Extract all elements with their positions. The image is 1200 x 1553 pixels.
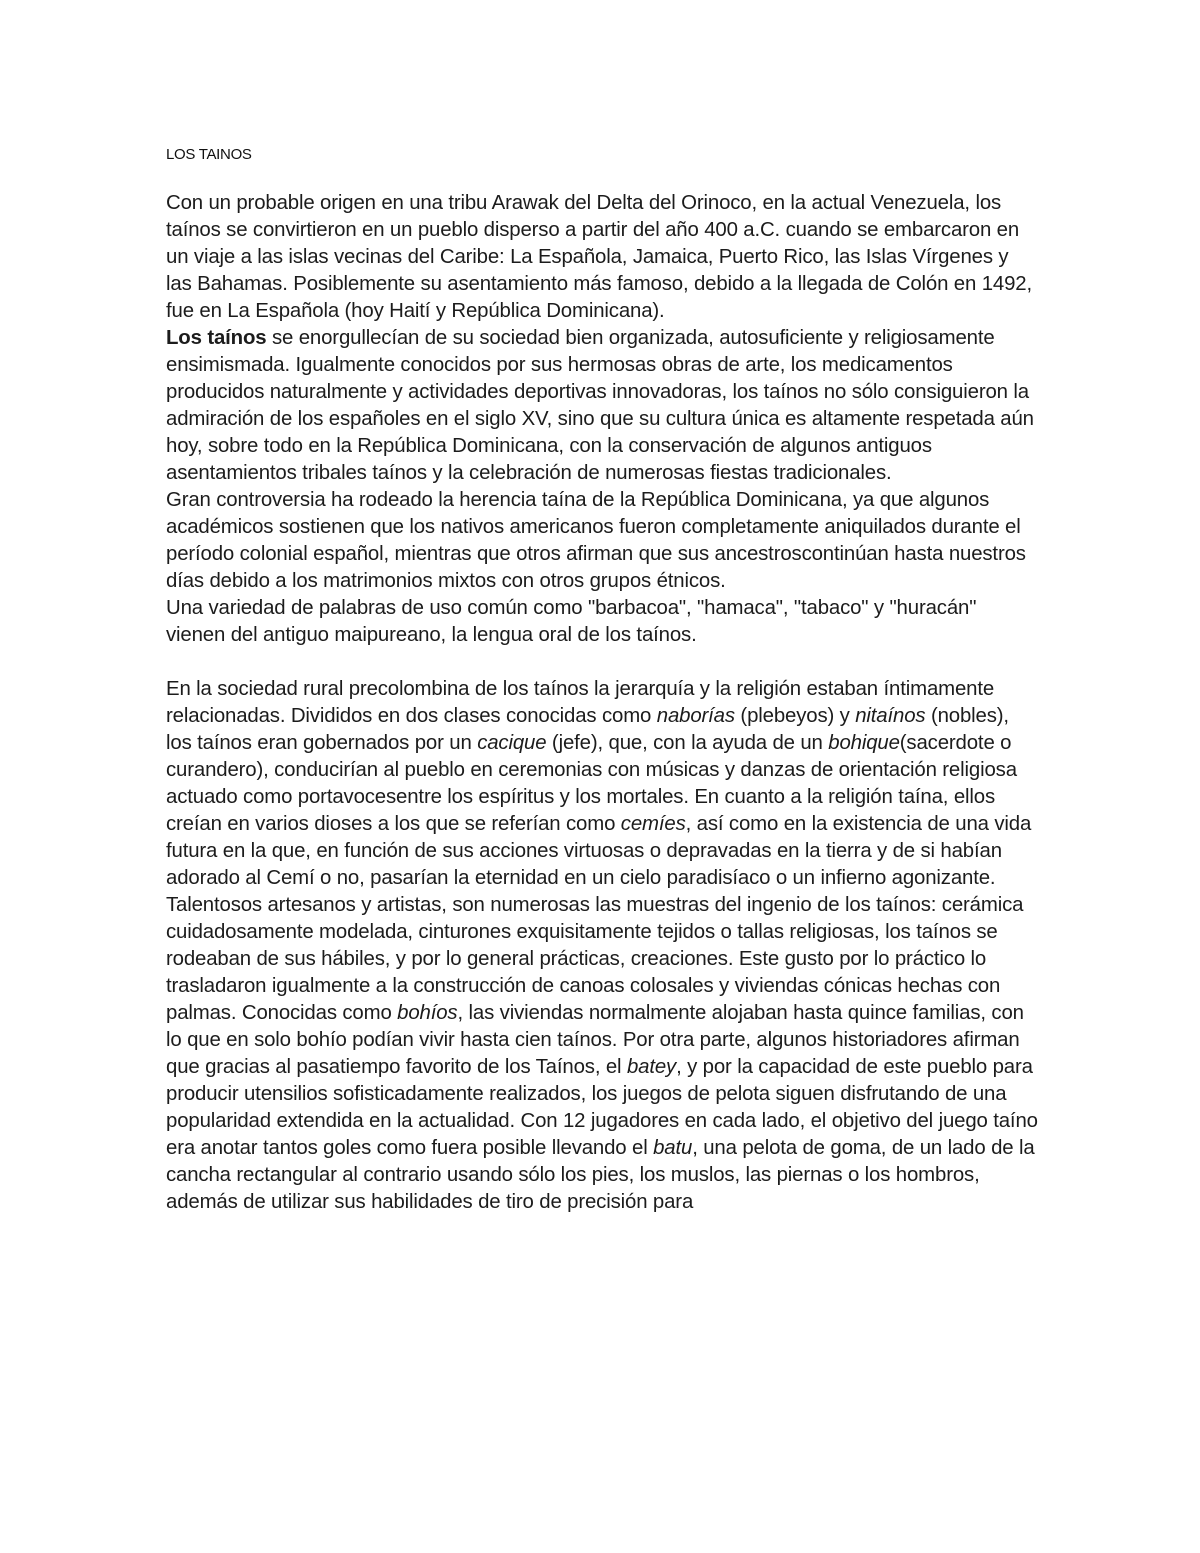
- bold-term: Los taínos: [166, 327, 267, 349]
- paragraph-society-text: se enorgullecían de su sociedad bien organizada, autosuficiente y religiosamente ensimismada. Igualmente conocidos por sus hermosas obras de arte, los medicamentos producidos naturalmente y actividades deportivas innovadoras, los taínos no sólo consiguieron la admiración de los españoles en el siglo XV, sino que su cultura única es altamente respetada aún hoy, sobre todo en la República Dominicana, con la conservación de algunos antiguos asentamientos tribales taínos y la celebración de numerosas fiestas tradicionales.: [166, 327, 1034, 484]
- paragraph-controversy: Gran controversia ha rodeado la herencia taína de la República Dominicana, ya que algunos académicos sostienen que los nativos americanos fueron completamente aniquilados durante el período colonial español, mientras que otros afirman que sus ancestroscontinúan hasta nuestros días debido a los matrimonios mixtos con otros grupos étnicos.: [166, 489, 1026, 592]
- text-run: , así como en la existencia de una vida futura en la que, en función de sus acciones virtuosas o depravadas en la tierra y de si habían adorado al Cemí o no, pasarían la eternidad en un cielo paradisíaco o un infierno agonizante.: [166, 813, 1032, 889]
- italic-term: nitaínos: [855, 705, 926, 727]
- paragraph-hierarchy: [166, 676, 1038, 892]
- italic-term: cacique: [477, 732, 547, 754]
- italic-term: naborías: [656, 705, 735, 727]
- paragraph-words: Una variedad de palabras de uso común como "barbacoa", "hamaca", "tabaco" y "huracán" vienen del antiguo maipureano, la lengua oral de los taínos.: [166, 597, 977, 646]
- document-title: LOS TAINOS: [166, 146, 252, 163]
- text-run: , una pelota de goma, de un lado de la cancha rectangular al contrario usando sólo los pies, los muslos, las piernas o los hombros, además de utilizar sus habilidades de tiro de precisión para: [166, 1137, 1035, 1213]
- text-run: (nobles), los taínos eran gobernados por un: [166, 705, 1009, 754]
- text-run: (plebeyos) y: [734, 705, 856, 727]
- text-run: (sacerdote o curandero), conducirían al pueblo en ceremonias con músicas y danzas de orientación religiosa actuado como portavocesentre los espíritus y los mortales. En cuanto a la religión taína, ellos creían en varios dioses a los que se referían como: [166, 732, 1017, 835]
- paragraph-society: [166, 325, 1038, 487]
- paragraph-artisans: [166, 892, 1038, 1216]
- italic-term: batu: [653, 1137, 693, 1159]
- text-run: En la sociedad rural precolombina de los taínos la jerarquía y la religión estaban íntimamente relacionadas. Divididos en dos clases conocidas como: [166, 678, 995, 727]
- document-body: [166, 190, 1038, 1216]
- text-run: , las viviendas normalmente alojaban hasta quince familias, con lo que en solo bohío podían vivir hasta cien taínos. Por otra parte, algunos historiadores afirman que gracias al pasatiempo favorito de los Taínos, el: [166, 1002, 1024, 1078]
- text-run: Talentosos artesanos y artistas, son numerosas las muestras del ingenio de los taínos: cerámica cuidadosamente modelada, cinturones exquisitamente tejidos o tallas religiosas, los taínos se rodeaban de sus hábiles, y por lo general prácticas, creaciones. Este gusto por lo práctico lo trasladaron igualmente a la construcción de canoas colosales y viviendas cónicas hechas con palmas. Conocidas como: [166, 894, 1024, 1024]
- text-run: (jefe), que, con la ayuda de un: [546, 732, 829, 754]
- italic-term: bohíos: [397, 1002, 458, 1024]
- text-run: , y por la capacidad de este pueblo para producir utensilios sofisticadamente realizados, los juegos de pelota siguen disfrutando de una popularidad extendida en la actualidad. Con 12 jugadores en cada lado, el objetivo del juego taíno era anotar tantos goles como fuera posible llevando el: [166, 1056, 1038, 1159]
- paragraph-origin: Con un probable origen en una tribu Arawak del Delta del Orinoco, en la actual Venezuela, los taínos se convirtieron en un pueblo disperso a partir del año 400 a.C. cuando se embarcaron en un viaje a las islas vecinas del Caribe: La Española, Jamaica, Puerto Rico, las Islas Vírgenes y las Bahamas. Posiblemente su asentamiento más famoso, debido a la llegada de Colón en 1492, fue en La Española (hoy Haití y República Dominicana).: [166, 192, 1032, 322]
- italic-term: batey: [626, 1056, 677, 1078]
- italic-term: cemíes: [620, 813, 686, 835]
- italic-term: bohique: [828, 732, 900, 754]
